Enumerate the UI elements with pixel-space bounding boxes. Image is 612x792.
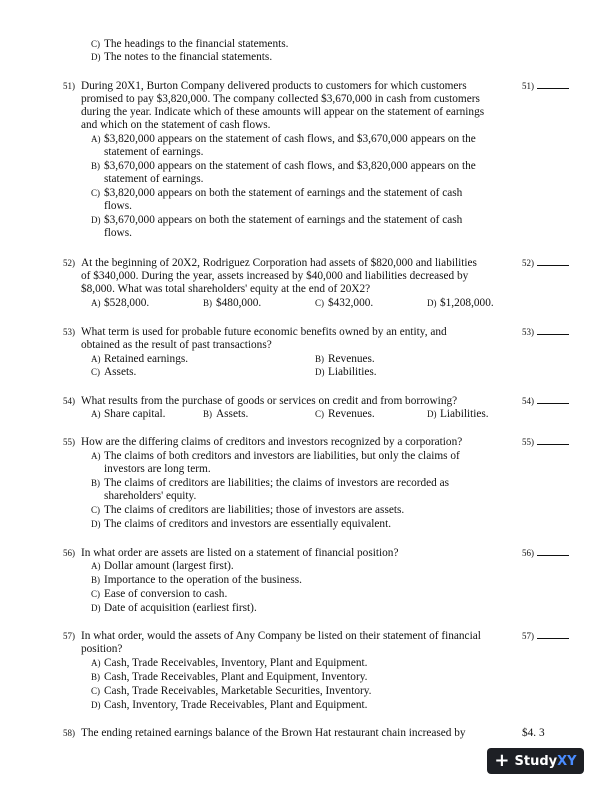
option-text: shareholders' equity. xyxy=(104,490,197,502)
option-label: C) xyxy=(91,505,100,515)
option-text: $528,000. xyxy=(104,297,150,309)
option-label: C) xyxy=(315,409,324,419)
option-label: B) xyxy=(315,354,324,364)
option-label: A) xyxy=(91,409,101,419)
option-label: C) xyxy=(91,39,100,49)
option-label: B) xyxy=(91,478,100,488)
question-stem: What results from the purchase of goods or services on credit and from borrowing? xyxy=(81,395,458,407)
option-label: A) xyxy=(91,658,101,668)
option-text: The claims of creditors are liabilities; those of investors are assets. xyxy=(104,504,405,516)
question-number: 53) xyxy=(63,327,75,337)
option-text: statement of earnings. xyxy=(104,146,204,158)
question-number: 56) xyxy=(63,548,75,558)
studyxy-logo[interactable] xyxy=(487,748,584,774)
question-stem: In what order, would the assets of Any Company be listed on their statement of financial xyxy=(81,630,481,642)
question-stem: promised to pay $3,820,000. The company collected $3,670,000 in cash from customers xyxy=(81,93,480,105)
question-stem: during the year. Indicate which of these amounts will appear on the statement of earnings xyxy=(81,106,485,118)
option-text: Retained earnings. xyxy=(104,353,189,365)
option-text: Importance to the operation of the business. xyxy=(104,574,302,586)
option-text: Cash, Trade Receivables, Inventory, Plant and Equipment. xyxy=(104,657,368,669)
option-text: flows. xyxy=(104,227,132,239)
option-text: Liabilities. xyxy=(328,366,377,378)
option-label: A) xyxy=(91,561,101,571)
option-text: Liabilities. xyxy=(440,408,489,420)
option-label: D) xyxy=(315,367,325,377)
option-text: Assets. xyxy=(216,408,249,420)
option-text: The headings to the financial statements. xyxy=(104,38,289,50)
option-text: $480,000. xyxy=(216,297,262,309)
option-label: A) xyxy=(91,298,101,308)
option-label: C) xyxy=(315,298,324,308)
option-text: Assets. xyxy=(104,366,137,378)
option-text: $432,000. xyxy=(328,297,374,309)
question-stem: $8,000. What was total shareholders' equity at the end of 20X2? xyxy=(81,283,371,295)
option-text: Date of acquisition (earliest first). xyxy=(104,602,257,614)
option-text: statement of earnings. xyxy=(104,173,204,185)
option-text: Share capital. xyxy=(104,408,166,420)
question-stem: of $340,000. During the year, assets increased by $40,000 and liabilities decreased by xyxy=(81,270,469,282)
option-text: flows. xyxy=(104,200,132,212)
option-label: C) xyxy=(91,367,100,377)
question-number: 57) xyxy=(63,631,75,641)
option-label: A) xyxy=(91,354,101,364)
option-text: Cash, Trade Receivables, Plant and Equipment, Inventory. xyxy=(104,671,368,683)
question-number: 51) xyxy=(63,81,75,91)
question-stem: obtained as the result of past transactions? xyxy=(81,339,272,351)
option-text: $1,208,000. xyxy=(440,297,494,309)
option-label: D) xyxy=(91,215,101,225)
question-stem: In what order are assets are listed on a statement of financial position? xyxy=(81,547,399,559)
option-label: B) xyxy=(203,409,212,419)
answer-blank[interactable]: 56) xyxy=(522,547,569,560)
option-label: D) xyxy=(91,603,101,613)
question-stem: What term is used for probable future economic benefits owned by an entity, and xyxy=(81,326,447,338)
logo-text: StudyXY xyxy=(514,753,577,769)
answer-blank[interactable]: 57) xyxy=(522,630,569,643)
option-label: D) xyxy=(91,700,101,710)
option-label: C) xyxy=(91,188,100,198)
option-text: The claims of creditors and investors are essentially equivalent. xyxy=(104,518,392,530)
option-text: $3,670,000 appears on the statement of cash flows, and $3,820,000 appears on the xyxy=(104,160,476,172)
option-label: B) xyxy=(91,161,100,171)
question-stem: The ending retained earnings balance of the Brown Hat restaurant chain increased by xyxy=(81,727,466,739)
question-stem: position? xyxy=(81,643,123,655)
option-text: Dollar amount (largest first). xyxy=(104,560,234,572)
option-text: The notes to the financial statements. xyxy=(104,51,273,63)
answer-blank[interactable]: 52) xyxy=(522,257,569,270)
option-label: B) xyxy=(203,298,212,308)
option-label: D) xyxy=(427,298,437,308)
option-text: The claims of both creditors and investors are liabilities, but only the claims of xyxy=(104,450,460,462)
plus-icon: + xyxy=(494,750,510,771)
option-text: $3,670,000 appears on both the statement of earnings and the statement of cash xyxy=(104,214,463,226)
question-stem: and which on the statement of cash flows. xyxy=(81,119,271,131)
question-number: 58) xyxy=(63,728,75,738)
option-text: Cash, Inventory, Trade Receivables, Plant and Equipment. xyxy=(104,699,368,711)
option-label: A) xyxy=(91,451,101,461)
question-number: 52) xyxy=(63,258,75,268)
truncated-amount: $4. 3 xyxy=(522,727,545,739)
option-label: B) xyxy=(91,575,100,585)
answer-blank[interactable]: 53) xyxy=(522,326,569,339)
question-stem: At the beginning of 20X2, Rodriguez Corporation had assets of $820,000 and liabilities xyxy=(81,257,477,269)
question-number: 55) xyxy=(63,437,75,447)
option-text: $3,820,000 appears on both the statement of earnings and the statement of cash xyxy=(104,187,463,199)
option-label: D) xyxy=(91,52,101,62)
answer-blank[interactable]: 51) xyxy=(522,80,569,93)
option-text: Revenues. xyxy=(328,408,375,420)
question-stem: During 20X1, Burton Company delivered products to customers for which customers xyxy=(81,80,467,92)
question-number: 54) xyxy=(63,396,75,406)
option-text: Cash, Trade Receivables, Marketable Securities, Inventory. xyxy=(104,685,372,697)
option-label: C) xyxy=(91,686,100,696)
option-text: The claims of creditors are liabilities; the claims of investors are recorded as xyxy=(104,477,450,489)
answer-blank[interactable]: 55) xyxy=(522,436,569,449)
answer-blank[interactable]: 54) xyxy=(522,395,569,408)
option-label: B) xyxy=(91,672,100,682)
option-label: C) xyxy=(91,589,100,599)
option-text: $3,820,000 appears on the statement of cash flows, and $3,670,000 appears on the xyxy=(104,133,476,145)
option-text: investors are long term. xyxy=(104,463,211,475)
option-label: A) xyxy=(91,134,101,144)
question-stem: How are the differing claims of creditors and investors recognized by a corporation? xyxy=(81,436,463,448)
option-text: Revenues. xyxy=(328,353,375,365)
option-label: D) xyxy=(91,519,101,529)
option-text: Ease of conversion to cash. xyxy=(104,588,228,600)
option-label: D) xyxy=(427,409,437,419)
